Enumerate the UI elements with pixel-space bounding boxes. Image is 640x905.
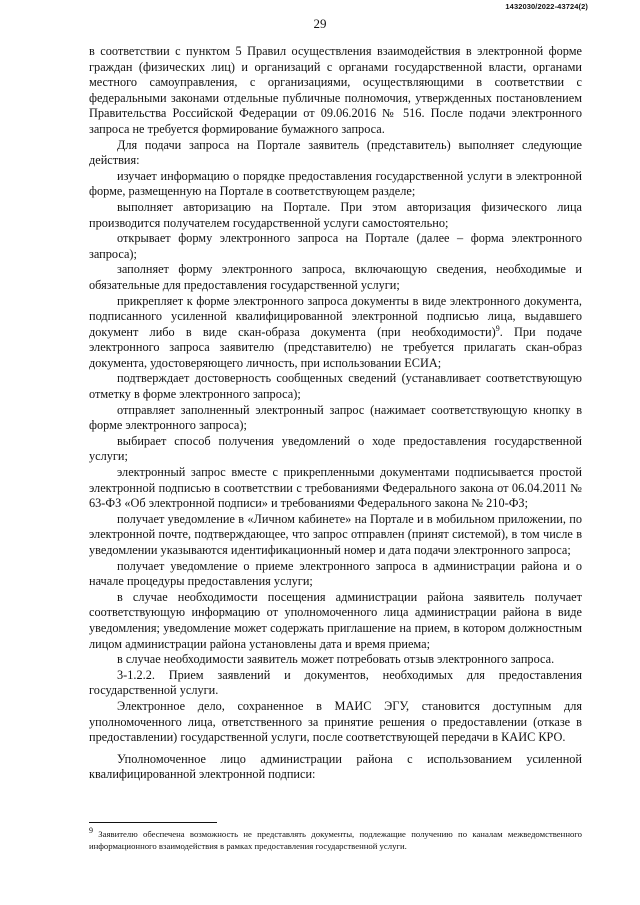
paragraph: открывает форму электронного запроса на Портале (далее – форма электронного запроса); (89, 231, 582, 261)
footnote-marker: 9 (89, 826, 93, 836)
paragraph-text-tail: . При подаче электронного запроса заявителю (представителю) не требуется прилагать скан-образ документа, удостоверяющего личность, при использовании ЕСИА; (89, 324, 582, 370)
body-text (89, 44, 582, 783)
footnote (89, 826, 582, 852)
paragraph: выполняет авторизацию на Портале. При этом авторизация физического лица производится получателем государственной услуги самостоятельно; (89, 199, 582, 230)
paragraph: получает уведомление в «Личном кабинете» на Портале и в мобильном приложении, по электронной почте, подтверждающее, что запрос отправлен (принят системой), в том числе в уведомлении указываются идентификационный номер и дата подачи электронного запроса; (89, 511, 582, 557)
footnote-divider (89, 822, 217, 823)
paragraph: Электронное дело, сохраненное в МАИС ЭГУ, становится доступным для уполномоченного лица, ответственного за принятие решения о предоставлении (отказе в предоставлении) государственной услуги, после соответствующей передачи в КАИС КРО. (89, 698, 582, 745)
paragraph: в случае необходимости посещения администрации района заявитель получает соответствующую информацию от уполномоченного лица администрации района в виде уведомления; уведомление может содержать приглашение на прием, в котором должностным лицом администрации района установлены дата и время приема; (89, 589, 582, 651)
paragraph: получает уведомление о приеме электронного запроса в администрации района и о начале процедуры предоставления услуги; (89, 558, 582, 589)
paragraph: изучает информацию о порядке предоставления государственной услуги в электронной форме, размещенную на Портале в соответствующем разделе; (89, 168, 582, 199)
paragraph-text: прикрепляет к форме электронного запроса документы в виде электронного документа, подписанного усиленной квалифицированной электронной подписью лица, выдавшего документ либо в виде скан-образа документа (при необходимости) (89, 293, 582, 339)
paragraph: подтверждает достоверность сообщенных сведений (устанавливает соответствующую отметку в форме электронного запроса); (89, 371, 582, 402)
footnote-reference: 9 (495, 323, 500, 333)
paragraph: электронный запрос вместе с прикрепленными документами подписывается простой электронной подписью в соответствии с требованиями Федерального закона от 06.04.2011 № 63-ФЗ «Об электронной подписи» и требованиями Федерального закона № 210-ФЗ; (89, 465, 582, 511)
document-id: 1432030/2022-43724(2) (505, 2, 588, 11)
paragraph: в соответствии с пунктом 5 Правил осуществления взаимодействия в электронной форме граждан (физических лиц) и организаций с органами государственной власти, органами местного самоуправления, с организациями, осуществляющими в соответствии с федеральными законами отдельные публичные полномочия, утвержденных постановлением Правительства Российской Федерации от 09.06.2016 № 516. После подачи электронного запроса не требуется формирование бумажного запроса. (89, 44, 582, 136)
paragraph: выбирает способ получения уведомлений о ходе предоставления государственной услуги; (89, 433, 582, 464)
footnote-text: Заявителю обеспечена возможность не представлять документы, подлежащие получению по каналам межведомственного информационного взаимодействия в рамках предоставления государственной услуги. (89, 829, 582, 851)
paragraph: отправляет заполненный электронный запрос (нажимает соответствующую кнопку в форме электронного запроса); (89, 402, 582, 433)
paragraph-with-footnote (89, 294, 582, 372)
paragraph: Уполномоченное лицо администрации района с использованием усиленной квалифицированной электронной подписи: (89, 751, 582, 782)
paragraph: Для подачи запроса на Портале заявитель (представитель) выполняет следующие действия: (89, 137, 582, 168)
paragraph: заполняет форму электронного запроса, включающую сведения, необходимые и обязательные для предоставления государственной услуги; (89, 262, 582, 292)
paragraph: в случае необходимости заявитель может потребовать отзыв электронного запроса. (117, 652, 555, 667)
section-heading: 3-1.2.2. Прием заявлений и документов, необходимых для предоставления государственной услуги. (89, 667, 582, 698)
page-number: 29 (313, 16, 327, 31)
